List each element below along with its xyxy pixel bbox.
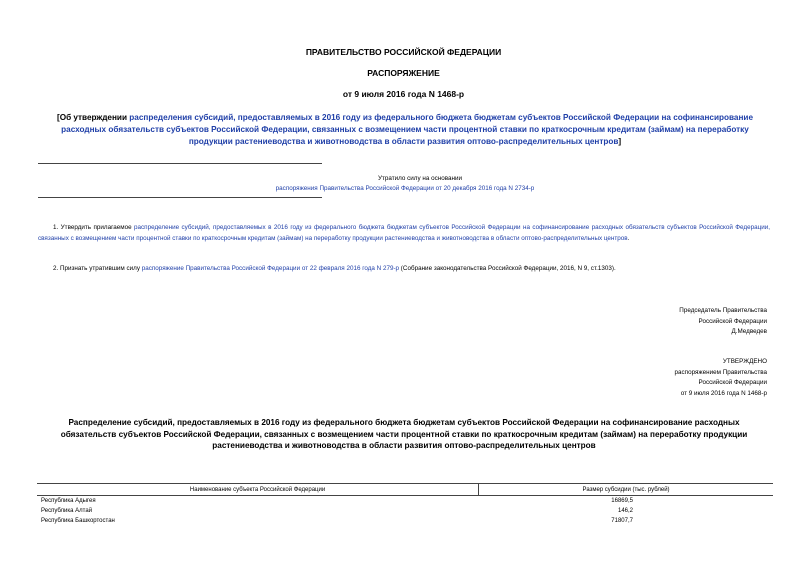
subsidy-table (37, 483, 773, 526)
table-row (37, 496, 773, 507)
subject-name: Республика Башкортостан (41, 518, 115, 524)
title-link[interactable]: распределения субсидий, предоставляемых в 2016 году из федерального бюджета бюджетам субъектов Российской Федерации на софинансирование расходных обязательств субъектов Российской Федерации, связанных с возмещением части процентной ставки по краткосрочным кредитам (займам) на переработку продукции растениеводства и животноводства в области развития оптово-распределительных центров (61, 113, 754, 146)
subsidy-amount: 16869,5 (611, 498, 633, 504)
paragraph-2-link[interactable]: распоряжение Правительства Российской Федерации от 22 февраля 2016 года N 279-р (141, 265, 400, 272)
expired-note: Утратило силу на основании (377, 175, 463, 182)
approval-block (675, 357, 767, 399)
subsidy-amount: 146,2 (617, 508, 633, 514)
document-type: РАСПОРЯЖЕНИЕ (367, 68, 440, 78)
approval-line: от 9 июля 2016 года N 1468-р (680, 389, 767, 397)
subject-name: Республика Алтай (41, 508, 93, 514)
signature-line: Российской Федерации (698, 317, 767, 325)
expired-link[interactable]: распоряжения Правительства Российской Федерации от 20 декабря 2016 года N 2734-р (275, 185, 535, 192)
column-header-subject: Наименование субъекта Российской Федерации (37, 484, 479, 496)
paragraph-1-link[interactable]: распределение субсидий, предоставляемых в 2016 году из федерального бюджета бюджетам субъектов Российской Федерации на софинансирование расходных обязательств субъектов Российской Федерации, связанных с возмещением части процентной ставки по краткосрочным кредитам (займам) на переработку продукции растениеводства и животноводства в области оптово-распределительных центров (38, 224, 770, 242)
signature-block (679, 306, 767, 338)
column-header-amount: Размер субсидии (тыс. рублей) (479, 484, 773, 496)
subsidy-amount: 71807,7 (611, 518, 633, 524)
signature-line: Председатель Правительства (679, 307, 767, 314)
government-heading: ПРАВИТЕЛЬСТВО РОССИЙСКОЙ ФЕДЕРАЦИИ (305, 47, 502, 57)
document-date-number: от 9 июля 2016 года N 1468-р (342, 89, 465, 99)
table-row (37, 516, 773, 526)
paragraph-2 (38, 264, 770, 275)
signature-name: Д.Медведев (731, 328, 767, 335)
divider (38, 197, 322, 198)
title-prefix: [Об утверждении (56, 113, 130, 122)
table-row (37, 506, 773, 516)
document-title (40, 112, 770, 148)
distribution-title: Распределение субсидий, предоставляемых в 2016 году из федерального бюджета бюджетам субъектов Российской Федерации на софинансирование расходных обязательств субъектов Российской Федерации, связанных с возмещением части процентной ставки по краткосрочным кредитам (займам) на переработку продукции растениеводства и животноводства в области развития оптово-распределительных центров (60, 418, 748, 450)
paragraph-1-suffix: . (627, 234, 630, 242)
divider (38, 163, 322, 164)
approval-line: Российской Федерации (698, 379, 767, 386)
table-header-row (37, 484, 773, 496)
paragraph-1 (38, 223, 770, 244)
paragraph-2-prefix: 2. Признать утратившим силу (53, 265, 142, 272)
paragraph-1-prefix: 1. Утвердить прилагаемое (53, 224, 135, 231)
title-suffix: ] (618, 137, 622, 146)
approval-heading: УТВЕРЖДЕНО (722, 358, 767, 365)
subject-name: Республика Адыгея (41, 498, 96, 504)
approval-line: распоряжением Правительства (674, 368, 767, 376)
paragraph-2-suffix: (Собрание законодательства Российской Федерации, 2016, N 9, ст.1303). (399, 265, 616, 272)
